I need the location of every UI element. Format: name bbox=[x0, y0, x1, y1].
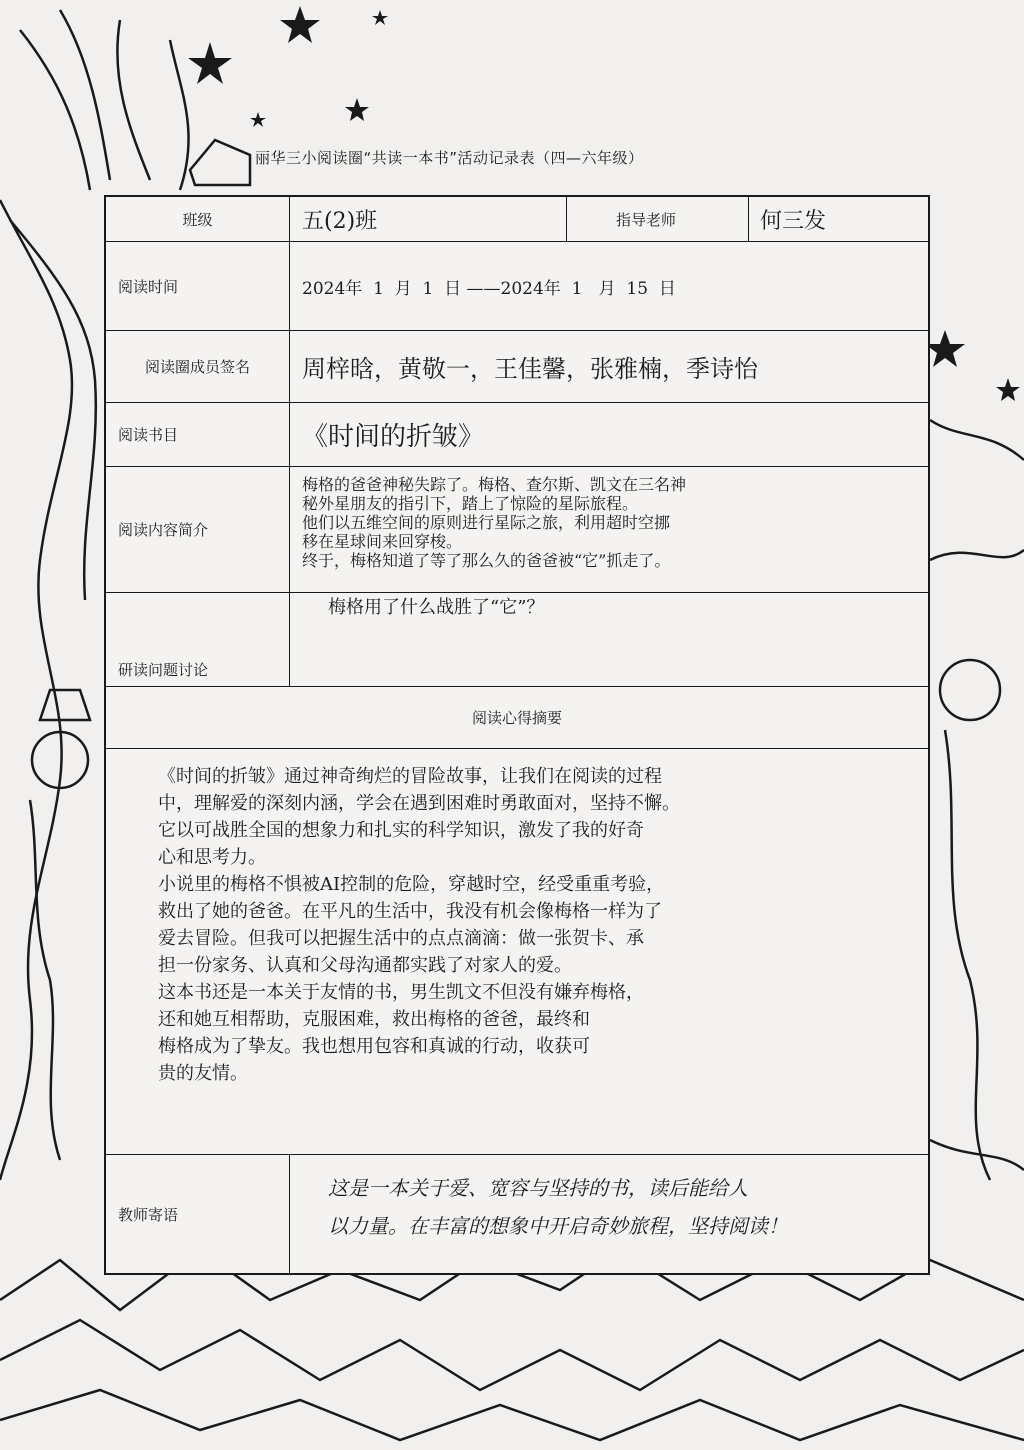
page-title: 丽华三小阅读圈“共读一本书”活动记录表（四—六年级） bbox=[255, 149, 644, 167]
reflection-line: 心和思考力。 bbox=[158, 847, 266, 868]
reflection-line: 这本书还是一本关于友情的书，男生凯文不但没有嫌弃梅格， bbox=[158, 982, 644, 1003]
reflection-line: 担一份家务、认真和父母沟通都实践了对家人的爱。 bbox=[158, 955, 572, 976]
reflection-row bbox=[106, 749, 928, 1155]
summary-line: 他们以五维空间的原则进行星际之旅，利用超时空挪 bbox=[302, 513, 671, 532]
reflection-line: 它以可战胜全国的想象力和扎实的科学知识，激发了我的好奇 bbox=[158, 820, 644, 841]
reflection-line: 爱去冒险。但我可以把握生活中的点点滴滴：做一张贺卡、承 bbox=[158, 928, 644, 949]
teacher-comment-line: 这是一本关于爱、宽容与坚持的书，读后能给人 bbox=[328, 1176, 748, 1200]
members-value: 周梓晗，黄敬一，王佳馨，张雅楠，季诗怡 bbox=[302, 355, 758, 383]
class-label: 班级 bbox=[106, 197, 290, 241]
discussion-label: 研读问题讨论 bbox=[106, 593, 290, 686]
members-row bbox=[106, 331, 928, 403]
summary-line: 终于，梅格知道了等了那么久的爸爸被“它”抓走了。 bbox=[302, 551, 671, 570]
book-label: 阅读书目 bbox=[106, 403, 290, 466]
book-value: 《时间的折皱》 bbox=[302, 422, 485, 452]
class-row bbox=[106, 197, 928, 242]
reflection-line: 《时间的折皱》通过神奇绚烂的冒险故事，让我们在阅读的过程 bbox=[158, 766, 662, 787]
book-row bbox=[106, 403, 928, 467]
time-row bbox=[106, 242, 928, 331]
time-value: 2024年 1 月 1 日 ——2024年 1 月 15 日 bbox=[302, 278, 676, 299]
reflection-header-row bbox=[106, 687, 928, 749]
reflection-line: 救出了她的爸爸。在平凡的生活中，我没有机会像梅格一样为了 bbox=[158, 901, 662, 922]
summary-label: 阅读内容简介 bbox=[106, 467, 290, 592]
class-value: 五(2)班 bbox=[302, 208, 378, 234]
teacher-label: 指导老师 bbox=[616, 210, 677, 229]
discussion-row bbox=[106, 593, 928, 687]
activity-record-form bbox=[104, 195, 930, 1275]
members-label: 阅读圈成员签名 bbox=[106, 331, 290, 402]
reflection-line: 梅格成为了挚友。我也想用包容和真诚的行动，收获可 bbox=[158, 1036, 590, 1057]
teacher-comment-label: 教师寄语 bbox=[106, 1155, 290, 1273]
reflection-line: 贵的友情。 bbox=[158, 1063, 248, 1084]
teacher-comment-row bbox=[106, 1155, 928, 1273]
reflection-line: 小说里的梅格不惧被AI控制的危险，穿越时空，经受重重考验， bbox=[158, 874, 665, 895]
summary-text bbox=[302, 475, 908, 570]
reflection-line: 中，理解爱的深刻内涵，学会在遇到困难时勇敢面对，坚持不懈。 bbox=[158, 793, 680, 814]
summary-line: 移在星球间来回穿梭。 bbox=[302, 532, 463, 551]
reflection-header: 阅读心得摘要 bbox=[471, 709, 562, 727]
teacher-comment-line: 以力量。在丰富的想象中开启奇妙旅程，坚持阅读！ bbox=[328, 1214, 788, 1238]
summary-line: 梅格的爸爸神秘失踪了。梅格、查尔斯、凯文在三名神 bbox=[302, 475, 687, 494]
summary-line: 秘外星朋友的指引下，踏上了惊险的星际旅程。 bbox=[302, 494, 639, 513]
reflection-text bbox=[158, 763, 898, 1087]
teacher-value: 何三发 bbox=[760, 208, 827, 234]
discussion-question: 梅格用了什么战胜了“它”？ bbox=[328, 597, 545, 618]
column-divider bbox=[566, 197, 567, 241]
summary-row bbox=[106, 467, 928, 593]
teacher-comment-text bbox=[328, 1169, 918, 1245]
time-label: 阅读时间 bbox=[106, 242, 290, 330]
reflection-line: 还和她互相帮助，克服困难，救出梅格的爸爸，最终和 bbox=[158, 1009, 590, 1030]
